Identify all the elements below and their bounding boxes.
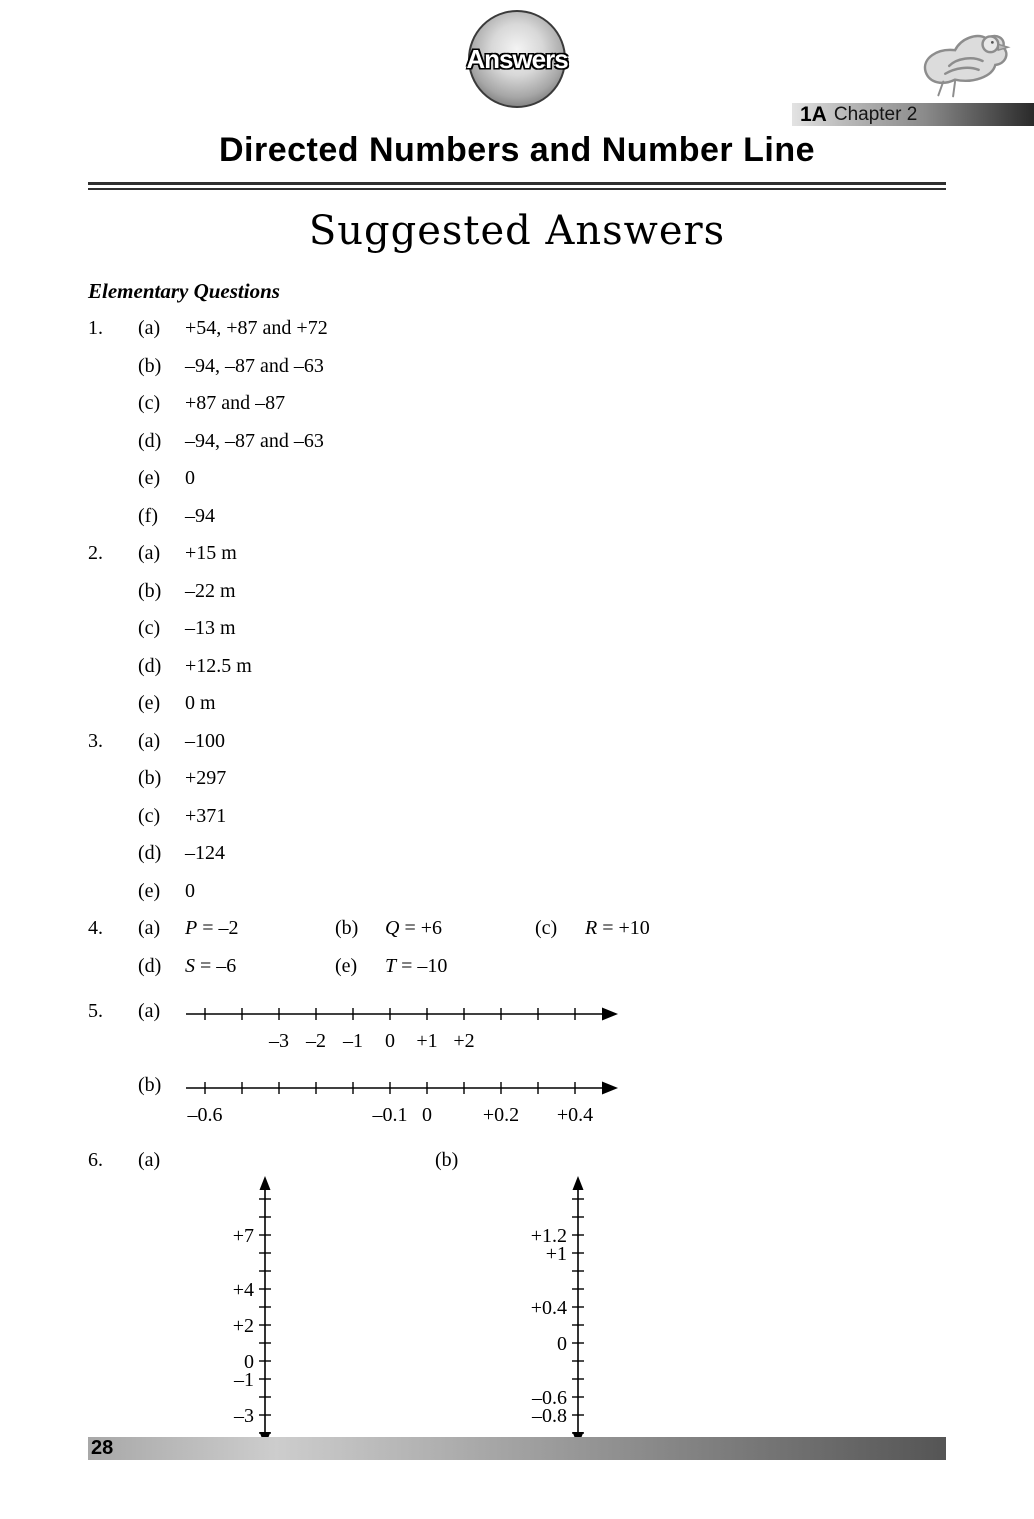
section-heading: Elementary Questions [88,279,280,303]
answer-text: –124 [185,842,225,864]
answer-row [88,691,946,729]
answer-row [88,616,946,654]
book-label: 1A [800,102,827,126]
answer-row [88,841,946,879]
goose-illustration [904,14,1012,106]
part-label: (d) [138,654,162,677]
tick-label: –3 [269,1030,289,1052]
answer-row [88,729,946,767]
variable-name: R [585,917,598,939]
page-number: 28 [91,1437,114,1459]
variable-value: = –10 [396,954,448,977]
numberline-5a [185,999,619,1063]
tick-label: +0.2 [482,1104,520,1126]
question-number: 6. [88,1149,103,1171]
tick-label: +1.2 [530,1225,567,1247]
answers-badge-label: Answers [466,43,568,74]
tick-label: 0 [422,1104,432,1126]
variable-value: = –2 [197,917,239,939]
arrow-up-icon [260,1176,271,1190]
answer-text [385,916,535,940]
tick-label: +7 [232,1225,254,1247]
answer-text: +297 [185,767,227,789]
answer-row [88,654,946,692]
variable-name: Q [385,917,400,939]
answer-row [88,541,946,579]
answer-text [385,954,535,978]
numberline-6a [185,1175,297,1452]
question-5b [88,1073,946,1137]
part-label: (c) [138,617,161,639]
page-title: Directed Numbers and Number Line [218,131,815,169]
answer-row [88,391,946,429]
tick-label: –3 [234,1405,254,1427]
part-label: (a) [138,317,161,339]
tick-label: 0 [385,1030,395,1052]
footer-bar [88,1437,946,1460]
questions-1-3 [88,316,946,916]
tick-label: –1 [343,1030,363,1052]
variable-value: = +6 [399,917,443,939]
part-label: (a) [138,917,161,939]
answer-row [88,879,946,917]
answer-row [88,354,946,392]
part-label: (b) [138,767,162,789]
answer-text: –94, –87 and –63 [185,429,324,452]
part-label: (d) [138,429,162,452]
answer-row [88,504,946,542]
question-5a [88,999,946,1063]
answer-text: +371 [185,804,227,827]
answer-text: –100 [185,729,225,752]
answer-text: 0 m [185,692,216,714]
question-6-numberlines [185,1175,946,1452]
variable-name: P [185,917,198,939]
part-label: (c) [138,392,161,414]
variable-value: = –6 [195,954,237,977]
answer-row [88,466,946,504]
variable-name: T [385,954,397,977]
part-label: (d) [138,842,162,864]
part-label: (c) [138,804,161,827]
answer-text: –22 m [185,579,236,602]
part-label: (a) [138,1149,161,1171]
arrow-up-icon [573,1176,584,1190]
part-label: (d) [138,954,162,977]
question-number: 5. [88,1000,103,1022]
part-label: (a) [138,542,161,564]
part-label: (e) [138,692,161,714]
answer-text: +54, +87 and +72 [185,317,328,339]
part-label: (e) [335,954,358,977]
tick-label: +0.4 [556,1104,594,1126]
question-number: 1. [88,317,103,339]
part-label: (c) [535,917,558,939]
part-label: (b) [138,354,162,377]
answer-text: –94, –87 and –63 [185,354,324,377]
chapter-label: Chapter 2 [833,103,918,125]
variable-value: = +10 [597,917,650,939]
part-label: (b) [335,917,359,939]
answer-row [88,579,946,617]
part-label: (b) [138,1074,162,1096]
tick-label: +2 [453,1030,475,1052]
answers-content [0,278,1034,1452]
part-label: (a) [138,729,161,752]
tick-label: –0.1 [372,1104,408,1126]
answer-text: 0 [185,467,195,489]
answer-text: +12.5 m [185,654,252,677]
tick-label: –1 [234,1369,254,1391]
answer-row [88,766,946,804]
tick-label: –0.6 [532,1387,567,1409]
numberline-5b [185,1073,619,1137]
variable-name: S [185,954,195,977]
question-4-row-1 [88,916,946,954]
question-number: 3. [88,729,103,752]
tick-label: +0.4 [530,1297,567,1319]
chapter-bar [792,103,1034,126]
tick-label: +4 [232,1279,254,1301]
title-divider [88,182,946,190]
tick-label: +1 [416,1030,438,1052]
question-4-row-2 [88,954,946,992]
tick-label: 0 [244,1351,254,1373]
tick-label: –0.6 [187,1104,223,1126]
arrow-right-icon [602,1082,618,1095]
answer-text: 0 [185,879,195,902]
numberline-6b [498,1175,610,1452]
question-6-labels [88,1147,946,1175]
answer-row [88,804,946,842]
part-label: (b) [435,1149,459,1171]
part-label: (e) [138,467,161,489]
part-label: (e) [138,879,161,902]
arrow-right-icon [602,1008,618,1021]
tick-label: 0 [557,1333,567,1355]
subtitle: Suggested Answers [308,208,726,254]
answer-text [185,954,335,978]
question-number: 4. [88,917,103,939]
answer-text: +87 and –87 [185,392,286,414]
answer-row [88,316,946,354]
part-label: (a) [138,1000,161,1022]
answer-text [585,916,946,940]
tick-label: +2 [232,1315,254,1337]
answer-row [88,429,946,467]
answer-text: –94 [185,504,215,527]
rule-line [88,188,946,190]
tick-label: –2 [306,1030,326,1052]
part-label: (f) [138,504,158,527]
answer-text: +15 m [185,542,237,564]
tick-label: –0.8 [532,1405,567,1427]
answers-badge [468,10,566,108]
question-number: 2. [88,542,103,564]
answer-text: –13 m [185,617,236,639]
answer-text [185,916,335,940]
part-label: (b) [138,579,162,602]
tick-label: +1 [545,1243,567,1265]
